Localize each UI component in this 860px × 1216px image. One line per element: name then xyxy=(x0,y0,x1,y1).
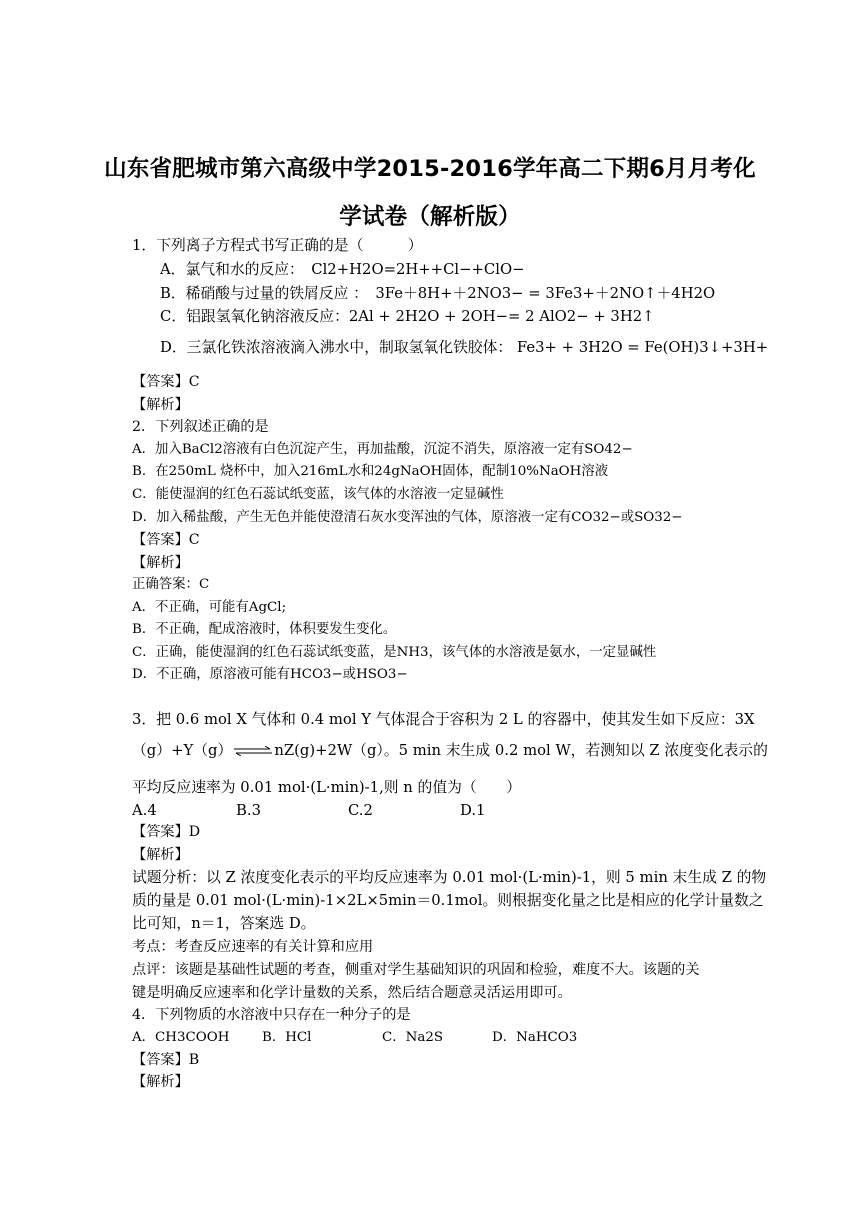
q1-option-c: C．铝跟氢氧化钠溶液反应：2Al + 2H2O + 2OH−= 2 AlO2− + 3H2↑ xyxy=(160,308,655,325)
q2-explain-a: A．不正确，可能有AgCl; xyxy=(132,600,287,615)
q3-stem-line1: 3．把 0.6 mol X 气体和 0.4 mol Y 气体混合于容积为 2 L 的容器中，使其发生如下反应：3X xyxy=(132,711,755,728)
q3-review-line1: 点评：该题是基础性试题的考查，侧重对学生基础知识的巩固和检验，难度不大。该题的关 xyxy=(132,962,700,978)
q4-stem: 4．下列物质的水溶液中只存在一种分子的是 xyxy=(132,1007,411,1023)
q3-reactants: （g）+Y（g） xyxy=(132,742,233,759)
q4-option-a: A．CH3COOH xyxy=(132,1030,230,1045)
q3-solution-line2: 质的量是 0.01 mol·(L·min)-1×2L×5min＝0.1mol。则根据变化量之比是相应的化学计量数之 xyxy=(132,892,764,909)
q2-analysis-label: 【解析】 xyxy=(132,555,189,571)
q3-option-b: B.3 xyxy=(236,802,261,819)
q1-analysis-label: 【解析】 xyxy=(132,397,189,413)
q3-stem-line3: 平均反应速率为 0.01 mol·(L·min)-1,则 n 的值为（ ） xyxy=(132,779,522,796)
q1-answer: 【答案】C xyxy=(132,374,200,390)
q4-analysis-label: 【解析】 xyxy=(132,1074,189,1090)
q2-explain-d: D．不正确，原溶液可能有HCO3−或HSO3− xyxy=(132,667,408,682)
q2-option-b: B．在250mL 烧杯中，加入216mL水和24gNaOH固体，配制10%NaOH溶液 xyxy=(132,464,609,479)
q3-answer: 【答案】D xyxy=(132,824,201,840)
q3-review-line2: 键是明确反应速率和化学计量数的关系，然后结合题意灵活运用即可。 xyxy=(132,985,572,1001)
exam-title-line1: 山东省肥城市第六高级中学2015-2016学年高二下期6月月考化 xyxy=(104,156,756,182)
q3-products: nZ(g)+2W（g）。5 min 末生成 0.2 mol W，若测知以 Z 浓度变化表示的 xyxy=(274,742,768,759)
q3-analysis-label: 【解析】 xyxy=(132,847,189,863)
q1-option-b: B．稀硝酸与过量的铁屑反应 ： 3Fe＋8H+＋2NO3− = 3Fe3+＋2NO↑＋4H2O xyxy=(160,285,716,302)
q1-stem: 1．下列离子方程式书写正确的是（ ） xyxy=(132,237,423,254)
q4-answer: 【答案】B xyxy=(132,1052,200,1068)
q4-option-d: D．NaHCO3 xyxy=(492,1030,578,1045)
q2-option-d: D．加入稀盐酸，产生无色并能使澄清石灰水变浑浊的气体，原溶液一定有CO32−或SO32− xyxy=(132,510,683,525)
q2-stem: 2．下列叙述正确的是 xyxy=(132,419,269,435)
q3-knowledge-point: 考点：考查反应速率的有关计算和应用 xyxy=(132,939,374,955)
q3-option-d: D.1 xyxy=(460,802,486,819)
equilibrium-arrow-icon xyxy=(232,746,274,756)
q4-option-c: C．Na2S xyxy=(382,1030,444,1045)
q3-option-a: A.4 xyxy=(132,802,157,819)
q3-option-c: C.2 xyxy=(348,802,373,819)
q4-option-b: B．HCl xyxy=(262,1030,312,1045)
exam-title-line2: 学试卷（解析版） xyxy=(339,204,521,230)
q3-stem-line2 xyxy=(132,741,768,761)
q2-option-a: A．加入BaCl2溶液有白色沉淀产生，再加盐酸，沉淀不消失，原溶液一定有SO42− xyxy=(132,442,633,457)
q2-option-c: C．能使湿润的红色石蕊试纸变蓝，该气体的水溶液一定显碱性 xyxy=(132,487,504,502)
q2-explain-b: B．不正确，配成溶液时，体积要发生变化。 xyxy=(132,622,397,637)
q2-correct-answer: 正确答案：C xyxy=(132,577,210,592)
q1-option-d: D．三氯化铁浓溶液滴入沸水中，制取氢氧化铁胶体： Fe3+ + 3H2O = Fe(OH)3↓+3H+ xyxy=(160,339,769,356)
q2-answer: 【答案】C xyxy=(132,532,200,548)
q3-solution-line1: 试题分析：以 Z 浓度变化表示的平均反应速率为 0.01 mol·(L·min)-1，则 5 min 末生成 Z 的物 xyxy=(132,869,767,886)
q1-option-a: A．氯气和水的反应： Cl2+H2O=2H++Cl−+ClO− xyxy=(160,261,525,278)
q2-explain-c: C．正确，能使湿润的红色石蕊试纸变蓝，是NH3，该气体的水溶液是氨水，一定显碱性 xyxy=(132,645,657,660)
q3-solution-line3: 比可知，n＝1，答案选 D。 xyxy=(132,915,316,932)
